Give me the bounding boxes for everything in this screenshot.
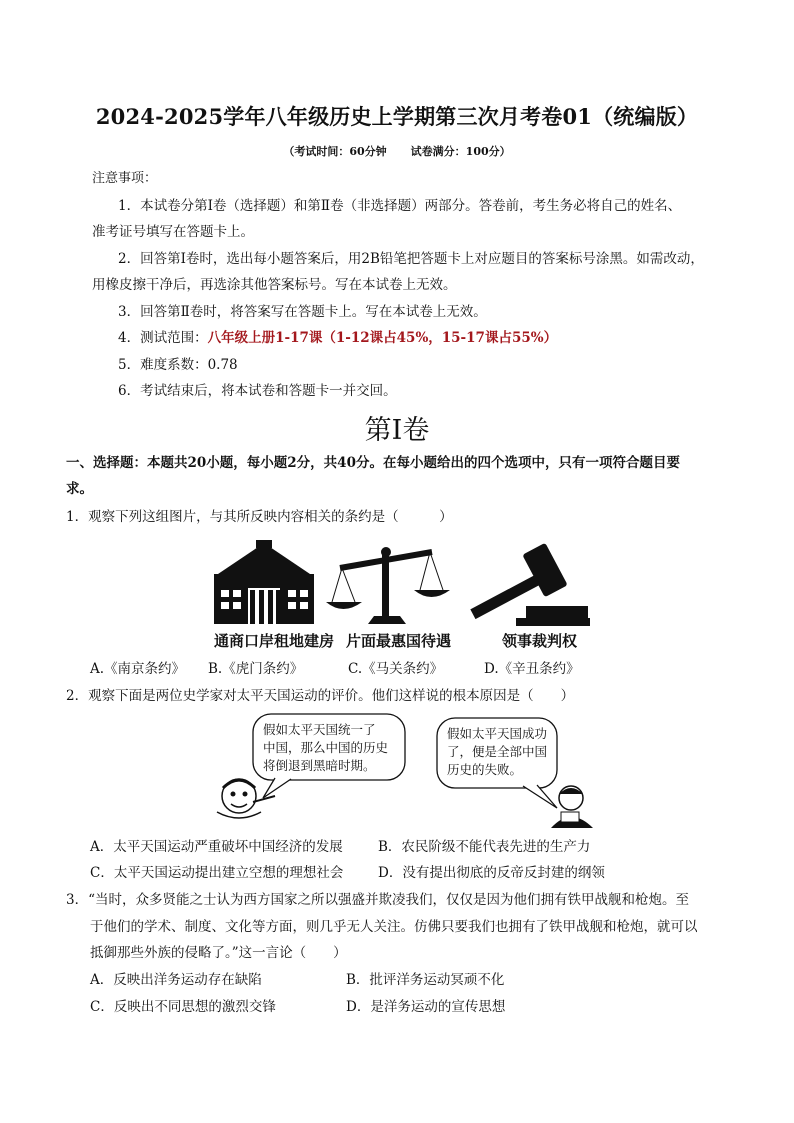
q2-option-c: C．太平天国运动提出建立空想的理想社会 bbox=[90, 865, 344, 881]
q1-option-d: D.《辛丑条约》 bbox=[484, 661, 580, 677]
q3-option-c: C．反映出不同思想的激烈交锋 bbox=[90, 999, 276, 1015]
q3-option-d: D．是洋务运动的宣传思想 bbox=[346, 999, 506, 1015]
caption-3: 领事裁判权 bbox=[502, 632, 578, 650]
note-5: 5．难度系数：0.78 bbox=[118, 357, 238, 373]
note-1-line-2: 准考证号填写在答题卡上。 bbox=[92, 224, 254, 240]
exam-title: 2024-2025学年八年级历史上学期第三次月考卷01（统编版） bbox=[95, 104, 699, 129]
caption-2: 片面最惠国待遇 bbox=[346, 632, 452, 650]
bubble-left-line-2: 中国，那么中国的历史 bbox=[263, 740, 389, 755]
caption-1: 通商口岸租地建房 bbox=[214, 632, 335, 650]
note-2-line-2: 用橡皮擦干净后，再选涂其他答案标号。写在本试卷上无效。 bbox=[92, 277, 457, 293]
q3-option-b: B．批评洋务运动冥顽不化 bbox=[346, 972, 505, 988]
exam-time: （考试时间：60分钟 bbox=[283, 145, 387, 158]
note-1-line-1: 1．本试卷分第Ⅰ卷（选择题）和第Ⅱ卷（非选择题）两部分。答卷前，考生务必将自己的姓名、 bbox=[118, 198, 682, 214]
q3-stem-line-3: 抵御那些外族的侵略了。”这一言论（ ） bbox=[90, 945, 347, 961]
bubble-left-line-1: 假如太平天国统一了 bbox=[263, 722, 376, 737]
historian-right-icon bbox=[551, 786, 593, 828]
q1-figure bbox=[210, 540, 590, 652]
note-4 bbox=[118, 325, 557, 351]
note-2-line-1: 2．回答第Ⅰ卷时，选出每小题答案后，用2B铅笔把答题卡上对应题目的答案标号涂黑。如需改动， bbox=[118, 251, 704, 267]
q3-option-a: A．反映出洋务运动存在缺陷 bbox=[90, 972, 262, 988]
q2-stem: 2．观察下面是两位史学家对太平天国运动的评价。他们这样说的根本原因是（ ） bbox=[66, 688, 575, 704]
bubble-right-line-1: 假如太平天国成功 bbox=[447, 726, 548, 741]
balance-scale-icon bbox=[326, 547, 450, 624]
bubble-right-line-3: 历史的失败。 bbox=[447, 762, 523, 777]
speech-bubble-left bbox=[253, 714, 405, 798]
note-6: 6．考试结束后，将本试卷和答题卡一并交回。 bbox=[118, 383, 397, 399]
mc-instructions-line-2: 求。 bbox=[66, 481, 93, 497]
q1-stem: 1．观察下列这组图片，与其所反映内容相关的条约是（ ） bbox=[66, 509, 453, 525]
note-4-label: 4．测试范围： bbox=[118, 330, 208, 346]
q3-stem-line-1: 3．“当时，众多贤能之士认为西方国家之所以强盛并欺凌我们，仅仅是因为他们拥有铁甲战舰和枪炮。至 bbox=[66, 892, 689, 908]
q1-option-b: B.《虎门条约》 bbox=[208, 661, 304, 677]
q2-option-a: A．太平天国运动严重破坏中国经济的发展 bbox=[90, 839, 343, 855]
notes-heading: 注意事项： bbox=[92, 171, 158, 186]
section-title: 第Ⅰ卷 bbox=[364, 415, 430, 446]
gavel-icon bbox=[470, 543, 590, 626]
test-scope: 八年级上册1-17课（1-12课占45%，15-17课占55%） bbox=[207, 330, 558, 346]
q1-options bbox=[90, 656, 580, 682]
note-3: 3．回答第Ⅱ卷时，将答案写在答题卡上。写在本试卷上无效。 bbox=[118, 304, 487, 320]
building-icon bbox=[214, 540, 314, 624]
q2-option-d: D．没有提出彻底的反帝反封建的纲领 bbox=[378, 865, 605, 881]
historian-left-icon bbox=[217, 779, 275, 818]
exam-full-score: 试卷满分：100分） bbox=[410, 145, 511, 158]
bubble-left-line-3: 将倒退到黑暗时期。 bbox=[263, 758, 376, 773]
q3-stem-line-2: 于他们的学术、制度、文化等方面，则几乎无人关注。仿佛只要我们也拥有了铁甲战舰和枪炮，就可以 bbox=[90, 919, 698, 935]
bubble-right-line-2: 了，便是全部中国 bbox=[447, 744, 548, 759]
q1-option-a: A.《南京条约》 bbox=[90, 661, 186, 677]
q2-option-b: B．农民阶级不能代表先进的生产力 bbox=[378, 839, 591, 855]
exam-subtitle bbox=[0, 143, 794, 159]
mc-instructions-line-1: 一、选择题：本题共20小题，每小题2分，共40分。在每小题给出的四个选项中，只有一项符合题目要 bbox=[66, 455, 680, 471]
q2-figure bbox=[205, 712, 605, 828]
speech-bubble-right bbox=[437, 718, 557, 808]
q1-option-c: C.《马关条约》 bbox=[348, 661, 444, 677]
